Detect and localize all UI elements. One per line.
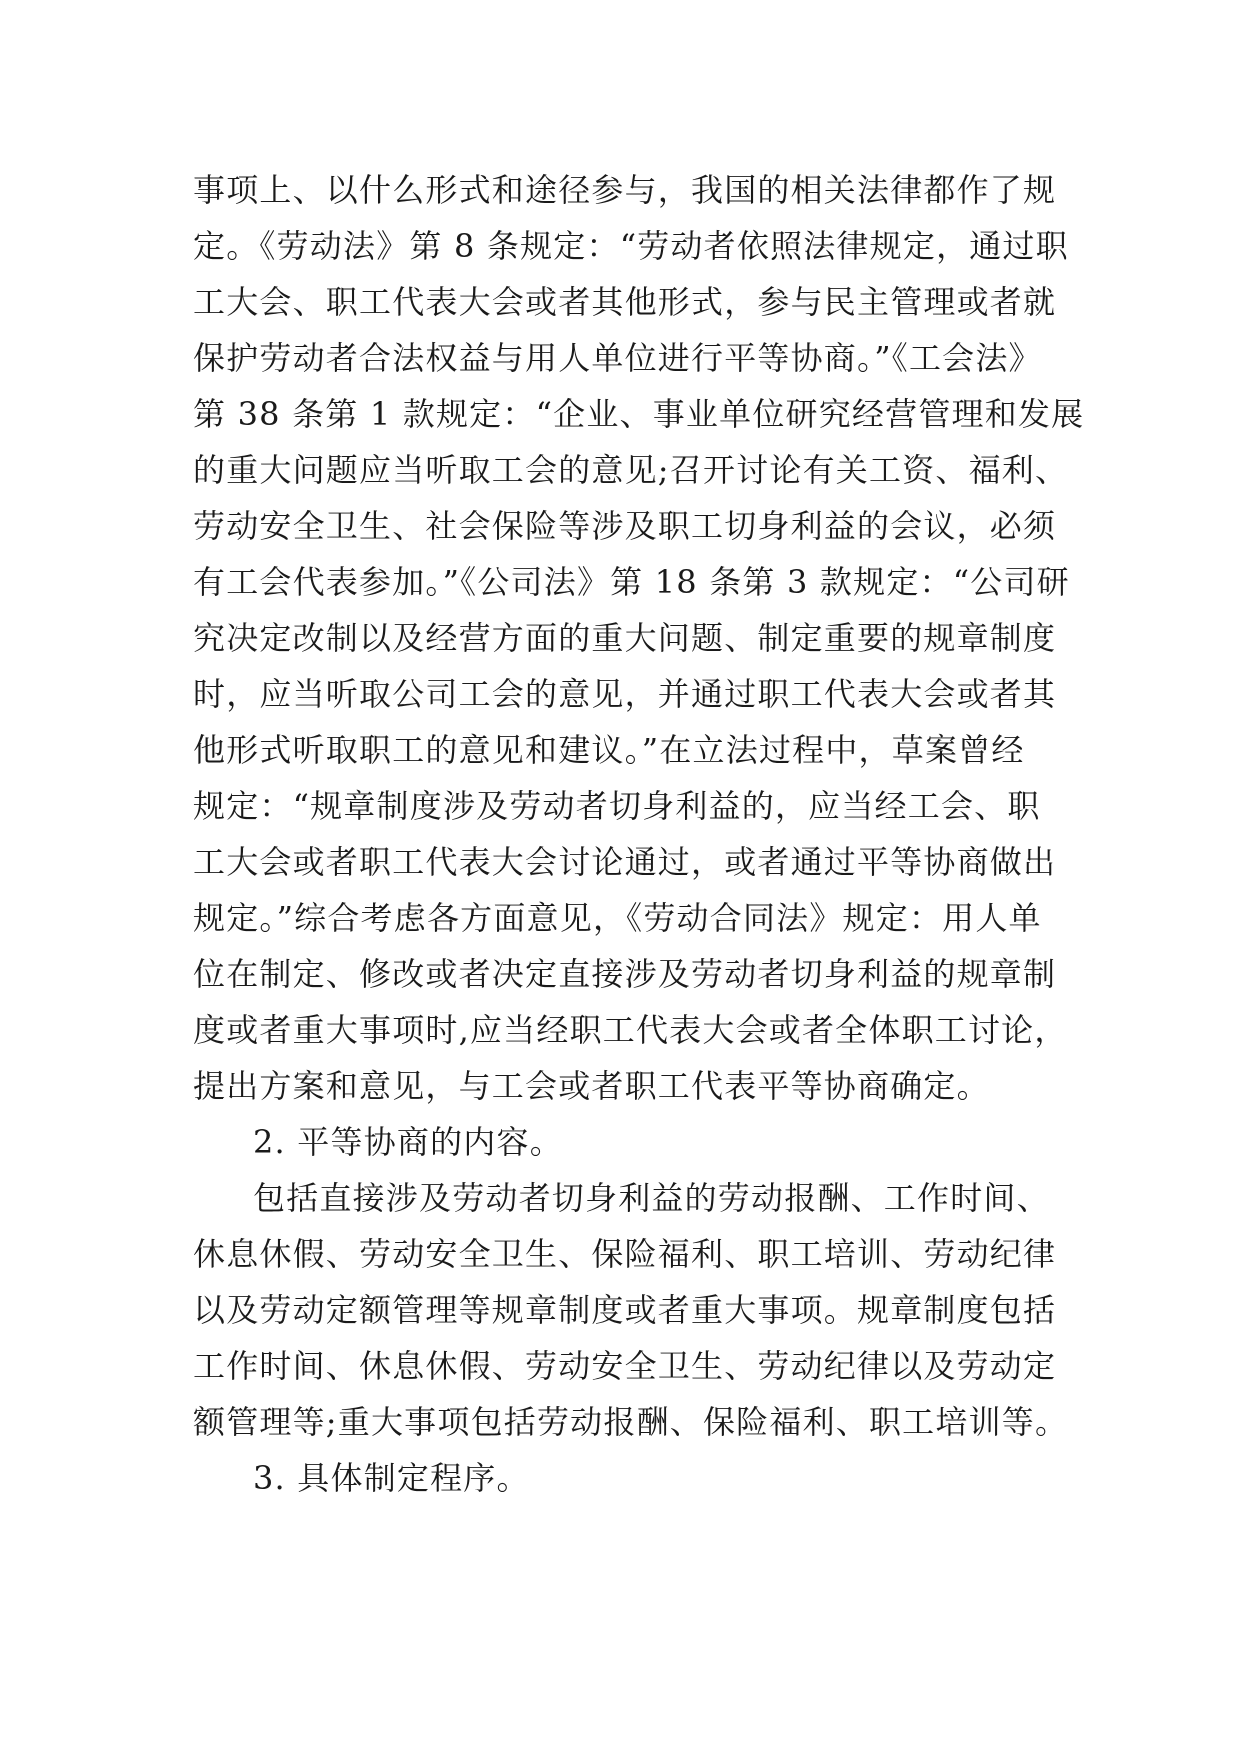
text-line: 的重大问题应当听取工会的意见;召开讨论有关工资、福利、 — [193, 451, 1069, 489]
text-line: 度或者重大事项时,应当经职工代表大会或者全体职工讨论， — [193, 1011, 1068, 1049]
body-text — [193, 162, 1085, 1506]
text-line: 包括直接涉及劳动者切身利益的劳动报酬、工作时间、 — [253, 1179, 1050, 1217]
section-heading: 2. 平等协商的内容。 — [253, 1123, 563, 1161]
text-line: 工作时间、休息休假、劳动安全卫生、劳动纪律以及劳动定 — [193, 1347, 1057, 1385]
text-line: 工大会或者职工代表大会讨论通过，或者通过平等协商做出 — [193, 843, 1057, 881]
text-line: 保护劳动者合法权益与用人单位进行平等协商。”《工会法》 — [193, 339, 1042, 377]
text-line: 额管理等;重大事项包括劳动报酬、保险福利、职工培训等。 — [193, 1403, 1069, 1441]
text-line: 时，应当听取公司工会的意见，并通过职工代表大会或者其 — [193, 675, 1057, 713]
text-line: 他形式听取职工的意见和建议。”在立法过程中，草案曾经 — [193, 731, 1025, 769]
text-line: 有工会代表参加。”《公司法》第 18 条第 3 款规定：“公司研 — [193, 563, 1070, 601]
text-line: 劳动安全卫生、社会保险等涉及职工切身利益的会议，必须 — [193, 507, 1057, 545]
text-line: 究决定改制以及经营方面的重大问题、制定重要的规章制度 — [193, 619, 1057, 657]
text-line: 以及劳动定额管理等规章制度或者重大事项。规章制度包括 — [193, 1291, 1057, 1329]
text-line: 定。《劳动法》第 8 条规定：“劳动者依照法律规定，通过职 — [193, 227, 1069, 265]
text-line: 事项上、以什么形式和途径参与，我国的相关法律都作了规 — [193, 171, 1057, 209]
text-line: 位在制定、修改或者决定直接涉及劳动者切身利益的规章制 — [193, 955, 1057, 993]
text-line: 工大会、职工代表大会或者其他形式，参与民主管理或者就 — [193, 283, 1057, 321]
text-line: 规定。”综合考虑各方面意见，《劳动合同法》规定：用人单 — [193, 899, 1042, 937]
text-line: 第 38 条第 1 款规定：“企业、事业单位研究经营管理和发展 — [193, 395, 1085, 433]
section-heading: 3. 具体制定程序。 — [253, 1459, 530, 1497]
text-line: 规定：“规章制度涉及劳动者切身利益的，应当经工会、职 — [193, 787, 1041, 825]
text-line: 休息休假、劳动安全卫生、保险福利、职工培训、劳动纪律 — [193, 1235, 1057, 1273]
text-line: 提出方案和意见，与工会或者职工代表平等协商确定。 — [193, 1067, 990, 1105]
